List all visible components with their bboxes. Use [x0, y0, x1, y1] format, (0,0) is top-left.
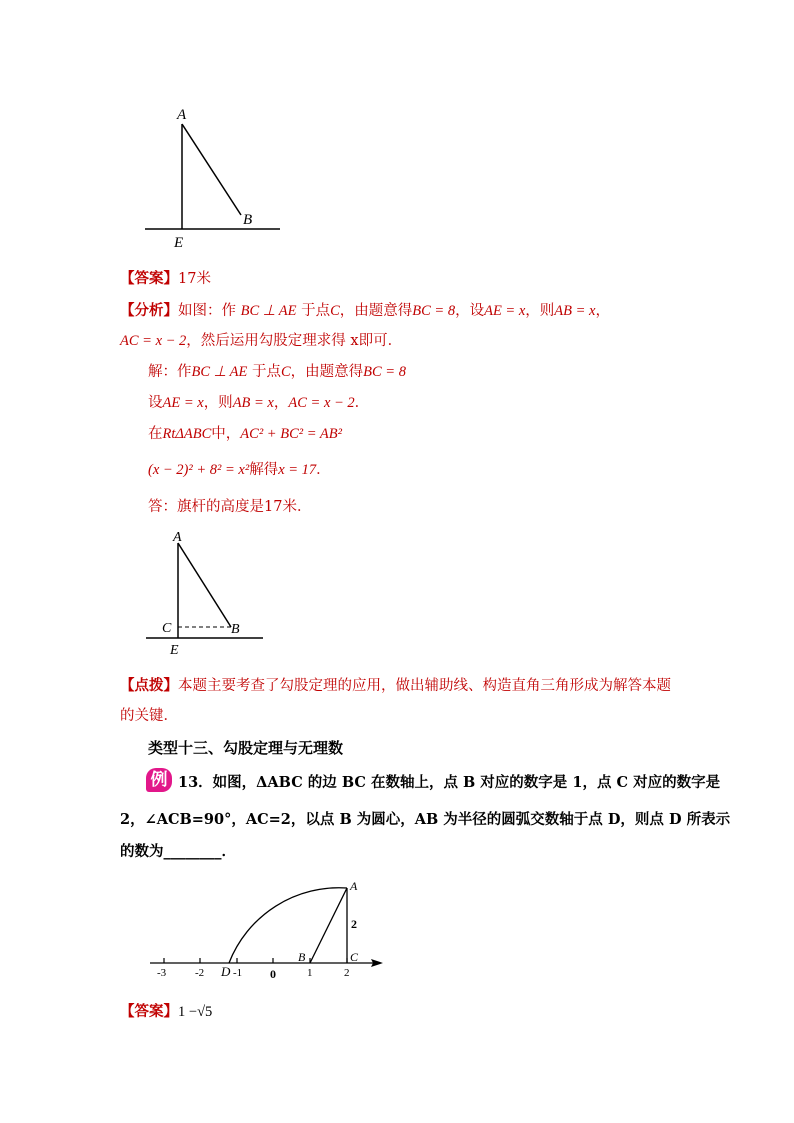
text: 于点	[251, 364, 281, 380]
math: AE = x	[484, 303, 526, 319]
label-B: B	[298, 950, 306, 964]
label-C: C	[162, 621, 172, 636]
answer-tag: 【答案】	[120, 1003, 178, 1020]
label-C: C	[350, 950, 359, 964]
figure-number-line	[140, 870, 390, 980]
math: C	[280, 364, 291, 380]
figure-flagpole-aux	[140, 526, 270, 661]
answer-value: 17米	[178, 271, 211, 287]
solution-line-3	[148, 424, 342, 444]
solution-line-1	[148, 362, 406, 382]
math: AC = x − 2	[120, 333, 187, 349]
tick-label: 2	[344, 967, 350, 979]
math: AC² + BC² = AB²	[240, 426, 342, 442]
text: ，由题意得	[290, 364, 364, 380]
text: ，设	[455, 303, 485, 319]
solution-line-5	[148, 497, 311, 517]
answer-prefix: 1 −	[178, 1004, 198, 1020]
math: BC ⊥ AE	[191, 364, 248, 380]
text: 解得	[249, 462, 279, 478]
math: AE = x	[162, 395, 204, 411]
text: ，	[273, 395, 289, 411]
tip-tag: 【点拨】	[120, 677, 178, 694]
text: ．	[316, 462, 331, 478]
math: AB = x	[232, 395, 274, 411]
text: ，则	[525, 303, 555, 319]
solution-line-4	[148, 460, 331, 480]
section-title: 类型十三、勾股定理与无理数	[148, 739, 344, 757]
label-B: B	[243, 212, 253, 228]
arc	[229, 888, 347, 963]
math: (x − 2)² + 8² = x²	[148, 462, 250, 478]
tick-label: -1	[233, 967, 243, 979]
label-D: D	[221, 964, 231, 979]
text: ，然后运用勾股定理求得 x即可．	[186, 333, 403, 349]
text: ．	[354, 395, 370, 411]
label-E: E	[174, 235, 184, 251]
tip-line-2	[120, 706, 178, 726]
math: C	[330, 303, 340, 319]
text: 解：作	[148, 364, 192, 380]
text: 本题主要考查了勾股定理的应用，做出辅助线、构造直角三角形成为解答本题	[178, 678, 671, 694]
example-badge: 例	[146, 768, 172, 792]
analysis-tag: 【分析】	[120, 302, 178, 319]
math: BC = 8	[363, 364, 406, 380]
tick-label: 1	[307, 967, 313, 979]
tick-marks	[164, 958, 347, 963]
label-A: A	[177, 107, 187, 123]
text: 的关键．	[120, 708, 178, 724]
label-side-AC: 2	[351, 917, 357, 931]
text: ，	[595, 303, 610, 319]
math: x = 17	[278, 462, 317, 478]
label-A: A	[173, 530, 182, 545]
example-line-1: 13．如图，ΔABC 的边 BC 在数轴上，点 B 对应的数字是 1，点 C 对应的数字是	[178, 774, 721, 791]
example-line-3: 的数为________．	[120, 843, 236, 860]
analysis-line-2	[120, 331, 402, 351]
answer-line-1	[120, 269, 211, 289]
segment-AB	[310, 888, 347, 963]
math: AB = x	[554, 303, 596, 319]
text: 设	[148, 395, 163, 411]
text: ，则	[203, 395, 233, 411]
label-E: E	[170, 643, 179, 658]
solution-line-2	[148, 393, 369, 413]
tick-label: 0	[270, 967, 276, 980]
rope-line	[178, 543, 231, 627]
label-B: B	[231, 622, 240, 637]
answer-radical: √5	[197, 1004, 213, 1020]
label-A: A	[350, 879, 358, 893]
rope-line	[182, 124, 241, 215]
tick-label: -3	[157, 967, 167, 979]
text: 在	[148, 426, 163, 442]
text: 于点	[301, 303, 331, 319]
math: AC = x − 2	[288, 395, 355, 411]
answer-tag: 【答案】	[120, 270, 178, 287]
text: ，由题意得	[339, 303, 413, 319]
math: BC ⊥ AE	[240, 303, 297, 319]
tick-label: -2	[195, 967, 205, 979]
text: 如图：作	[178, 303, 236, 319]
math: RtΔABC	[162, 426, 212, 442]
example-line-2: 2，∠ACB=90°，AC=2，以点 B 为圆心，AB 为半径的圆弧交数轴于点 D，则点 D 所表示	[120, 811, 731, 828]
figure-flagpole	[140, 100, 290, 255]
tip-line-1	[120, 676, 671, 696]
text: 答：旗杆的高度是17米．	[148, 499, 312, 515]
text: 中，	[211, 426, 241, 442]
math: BC = 8	[412, 303, 456, 319]
analysis-line-1	[120, 301, 610, 321]
answer-line-2	[120, 1002, 212, 1022]
